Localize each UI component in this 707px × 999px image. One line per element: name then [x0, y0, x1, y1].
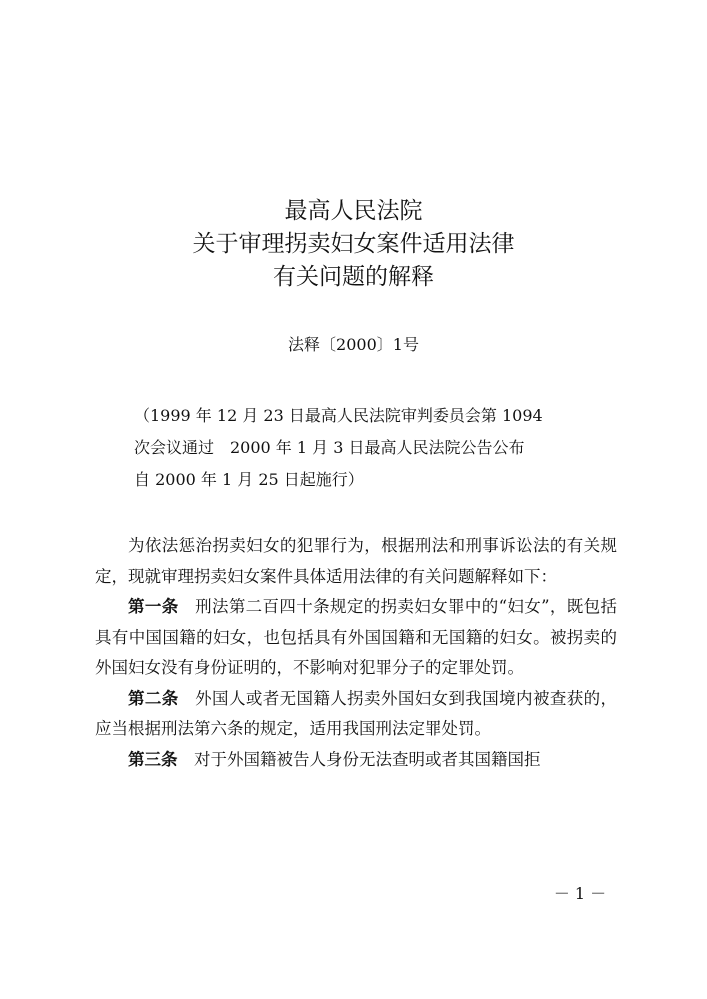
article-3-heading: 第三条 [128, 749, 178, 769]
adoption-note-line-2: 次会议通过 2000 年 1 月 3 日最高人民法院公告公布 [134, 438, 525, 457]
article-3 [95, 745, 617, 776]
article-2-text: 外国人或者无国籍人拐卖外国妇女到我国境内被查获的，应当根据刑法第六条的规定，适用我国刑法定罪处罚。 [95, 688, 618, 738]
article-1-text: 刑法第二百四十条规定的拐卖妇女罪中的“妇女”，既包括具有中国国籍的妇女，也包括具有外国国籍和无国籍的妇女。被拐卖的外国妇女没有身份证明的，不影响对犯罪分子的定罪处罚。 [95, 597, 618, 677]
document-title [0, 195, 707, 294]
title-line-3: 有关问题的解释 [273, 264, 434, 290]
article-1 [95, 592, 617, 684]
title-line-1: 最高人民法院 [284, 198, 423, 224]
adoption-note-line-1: （1999 年 12 月 23 日最高人民法院审判委员会第 1094 [134, 406, 543, 425]
article-3-text: 对于外国籍被告人身份无法查明或者其国籍国拒 [194, 749, 541, 769]
title-line-2: 关于审理拐卖妇女案件适用法律 [192, 231, 515, 257]
article-2-heading: 第二条 [128, 688, 179, 708]
article-2 [95, 684, 617, 745]
document-body [95, 531, 617, 775]
page-number: － 1 － [553, 884, 607, 903]
adoption-note-line-3: 自 2000 年 1 月 25 日起施行） [134, 470, 364, 489]
document-number: 法释〔2000〕1号 [288, 335, 419, 354]
adoption-note [134, 400, 604, 496]
article-1-heading: 第一条 [128, 597, 179, 616]
preamble-paragraph: 为依法惩治拐卖妇女的犯罪行为，根据刑法和刑事诉讼法的有关规定，现就审理拐卖妇女案件具体适用法律的有关问题解释如下： [95, 536, 617, 586]
